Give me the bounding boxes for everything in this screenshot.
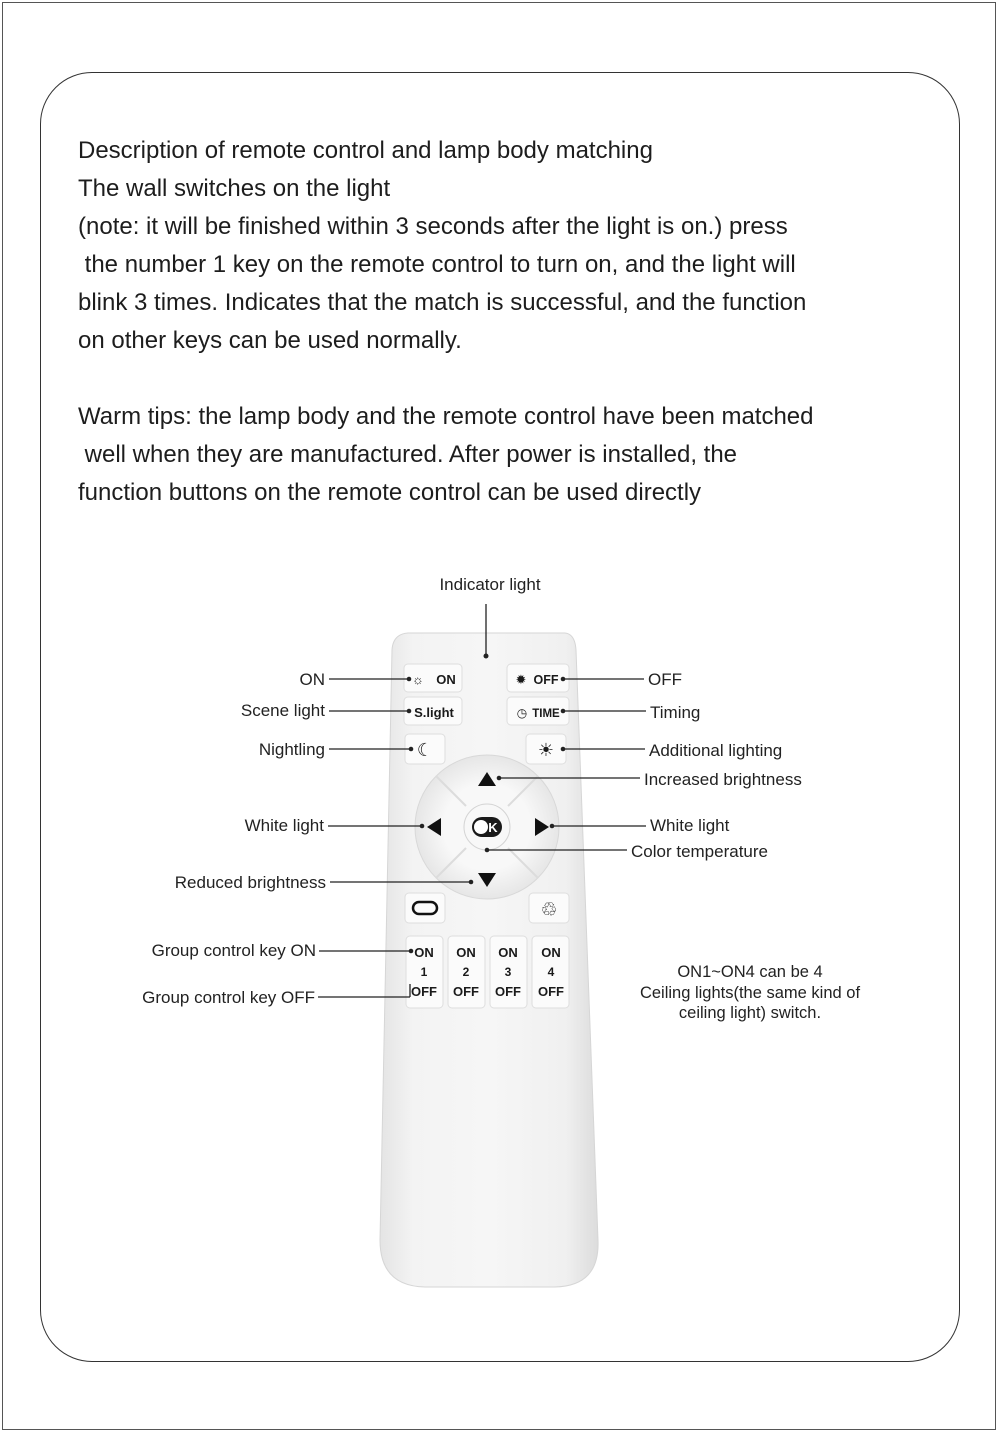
- svg-text:OFF: OFF: [411, 984, 437, 999]
- off-button[interactable]: [507, 664, 569, 692]
- label-off: OFF: [648, 670, 682, 689]
- svg-text:ON: ON: [436, 672, 456, 687]
- timing-button[interactable]: [507, 697, 569, 725]
- color-temperature-button[interactable]: [464, 804, 510, 850]
- label-group-control-on: Group control key ON: [151, 941, 316, 960]
- svg-text:ON: ON: [414, 945, 434, 960]
- tips-line: Warm tips: the lamp body and the remote control have been matched: [78, 403, 814, 430]
- moon-icon: ☾: [416, 740, 434, 760]
- group-key-3[interactable]: [490, 936, 527, 1008]
- intro-line: the number 1 key on the remote control to turn on, and the light will: [78, 251, 796, 278]
- recycle-button[interactable]: [529, 893, 569, 923]
- svg-text:TIME: TIME: [532, 708, 560, 720]
- note-line: ON1~ON4 can be 4: [677, 963, 823, 981]
- label-additional-lighting: Additional lighting: [649, 741, 783, 760]
- sun-icon: ☼: [412, 672, 424, 687]
- group-key-4[interactable]: [532, 936, 569, 1008]
- note-line: ceiling light) switch.: [678, 1004, 822, 1022]
- svg-text:OFF: OFF: [453, 984, 479, 999]
- label-group-control-off: Group control key OFF: [142, 988, 315, 1007]
- svg-text:OFF: OFF: [495, 984, 521, 999]
- group-key-1[interactable]: [406, 936, 443, 1008]
- intro-line: on other keys can be used normally.: [78, 327, 462, 354]
- intro-heading: Description of remote control and lamp body matching: [78, 137, 653, 164]
- svg-text:K: K: [488, 820, 498, 835]
- label-scene-light: Scene light: [240, 701, 325, 720]
- svg-text:OFF: OFF: [533, 673, 559, 687]
- intro-line: blink 3 times. Indicates that the match is successful, and the function: [78, 289, 807, 316]
- svg-text:2: 2: [462, 965, 470, 979]
- note-line: Ceiling lights(the same kind of: [639, 984, 861, 1002]
- label-nightlight: Nightling: [258, 740, 325, 759]
- label-color-temperature: Color temperature: [631, 842, 769, 861]
- additional-lighting-button[interactable]: [526, 734, 566, 764]
- svg-text:S.light: S.light: [414, 705, 454, 720]
- tips-line: function buttons on the remote control can be used directly: [78, 479, 702, 506]
- label-on: ON: [299, 670, 325, 689]
- svg-text:ON: ON: [541, 945, 561, 960]
- intro-line: (note: it will be finished within 3 seconds after the light is on.) press: [78, 213, 788, 240]
- scene-light-button[interactable]: [404, 697, 462, 725]
- sun-off-icon: ✹: [515, 672, 527, 687]
- indicator-light: [484, 654, 489, 659]
- bright-sun-icon: ☀: [537, 740, 555, 760]
- intro-line: The wall switches on the light: [78, 175, 391, 202]
- label-indicator-light: Indicator light: [439, 575, 541, 594]
- svg-text:1: 1: [420, 965, 428, 979]
- svg-text:ON: ON: [498, 945, 518, 960]
- label-white-light-right: White light: [650, 816, 730, 835]
- tips-line: well when they are manufactured. After power is installed, the: [78, 441, 738, 468]
- group-key-2[interactable]: [448, 936, 485, 1008]
- mode-button[interactable]: [405, 893, 445, 923]
- clock-icon: ◷: [516, 706, 528, 720]
- recycle-icon: ♲: [540, 900, 558, 921]
- on-button[interactable]: [404, 664, 462, 692]
- label-white-light-left: White light: [244, 816, 324, 835]
- label-timing: Timing: [650, 703, 701, 722]
- svg-text:OFF: OFF: [538, 984, 564, 999]
- label-increased-brightness: Increased brightness: [644, 770, 802, 789]
- svg-text:4: 4: [547, 965, 555, 979]
- svg-text:ON: ON: [456, 945, 476, 960]
- label-reduced-brightness: Reduced brightness: [174, 873, 326, 892]
- svg-text:3: 3: [504, 965, 512, 979]
